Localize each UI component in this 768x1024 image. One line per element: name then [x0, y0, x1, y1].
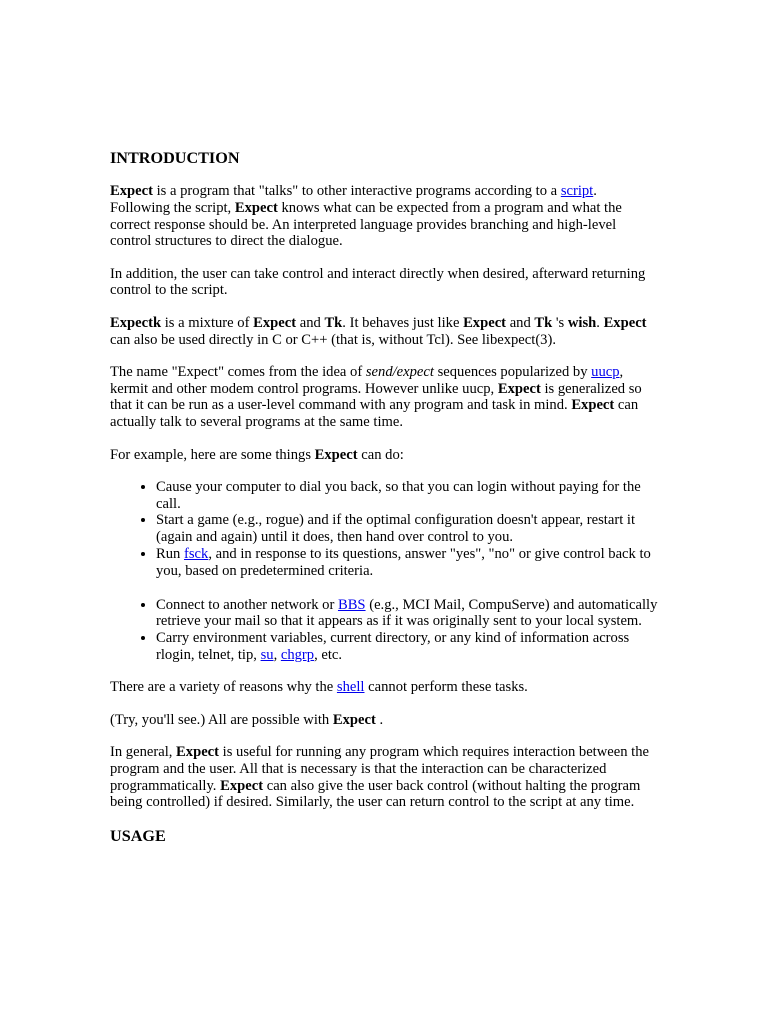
- usage-heading: USAGE: [110, 827, 166, 846]
- uucp-link[interactable]: uucp: [591, 363, 620, 380]
- list-item: • Start a game (e.g., rogue) and if the optimal configuration doesn't appear, restart it (again and again) until it does, then hand over control to you.: [156, 512, 658, 546]
- paragraph-user-control: In addition, the user can take control and interact directly when desired, afterward returning control to the script.: [110, 265, 646, 299]
- bold-term: Expect: [220, 777, 264, 794]
- paragraph-shell-reasons: There are a variety of reasons why the shell cannot perform these tasks.: [110, 679, 528, 696]
- paragraph-expectk: Expectk is a mixture of Expect and Tk. It behaves just like Expect and Tk 's wish. Expect can also be used directly in C or C++ (that is, without Tcl). See libexpect(3).: [110, 314, 647, 348]
- bold-term: Expect: [463, 314, 507, 331]
- fsck-link[interactable]: fsck: [183, 546, 209, 563]
- bold-term: Expectk: [110, 314, 162, 331]
- chgrp-link[interactable]: chgrp: [280, 647, 315, 664]
- paragraph-what-is-expect: Expect is a program that "talks" to other interactive programs according to a script. Following the script, Expect knows what can be expected from a program and what the correct response should be. An interpreted language provides branching and high-level control structures to direct the dialogue.: [110, 183, 622, 250]
- bold-term: wish: [567, 314, 597, 331]
- example-list-1: [110, 479, 658, 580]
- italic-term: send/expect: [365, 363, 434, 380]
- bold-term: Expect: [253, 314, 297, 331]
- example-list-2: [110, 597, 658, 664]
- paragraph-try: (Try, you'll see.) All are possible with Expect .: [110, 711, 384, 728]
- bold-term: Tk: [324, 314, 343, 331]
- bold-term: Expect: [234, 199, 278, 216]
- bold-term: Expect: [497, 380, 541, 397]
- list-item: • Cause your computer to dial you back, so that you can login without paying for the call.: [156, 479, 658, 513]
- paragraph-examples-intro: For example, here are some things Expect can do:: [110, 446, 404, 463]
- bbs-link[interactable]: BBS: [337, 596, 366, 613]
- bold-term: Expect: [314, 446, 358, 463]
- document-body: [110, 148, 658, 846]
- su-link[interactable]: su: [260, 647, 274, 664]
- introduction-heading: INTRODUCTION: [110, 149, 240, 167]
- bold-term: Expect: [332, 711, 376, 728]
- script-link[interactable]: script: [560, 183, 594, 199]
- list-item: • Carry environment variables, current directory, or any kind of information across rlogin, telnet, tip, su, chgrp, etc.: [156, 630, 658, 664]
- paragraph-name-origin: The name "Expect" comes from the idea of send/expect sequences popularized by uucp, kermit and other modem control programs. However unlike uucp, Expect is generalized so that it can be run as a user-level command with any program and task in mind. Expect can actually talk to several programs at the same time.: [110, 363, 642, 431]
- bold-term: Expect: [110, 183, 153, 199]
- bold-term: Tk: [534, 314, 553, 331]
- shell-link[interactable]: shell: [336, 679, 365, 696]
- bold-term: Expect: [176, 743, 220, 760]
- bold-term: Expect: [603, 314, 647, 331]
- bold-term: Expect: [571, 397, 615, 414]
- list-item: • Run fsck, and in response to its questions, answer "yes", "no" or give control back to you, based on predetermined criteria.: [156, 546, 658, 580]
- paragraph-general-usefulness: In general, Expect is useful for running any program which requires interaction between the program and the user. All that is necessary is that the interaction can be characterized programmatically. Expect can also give the user back control (without halting the program being controlled) if desired. Similarly, the user can return control to the script at any time.: [110, 743, 649, 811]
- list-item: • Connect to another network or BBS (e.g., MCI Mail, CompuServe) and automatically retrieve your mail so that it appears as if it was originally sent to your local system.: [156, 597, 658, 631]
